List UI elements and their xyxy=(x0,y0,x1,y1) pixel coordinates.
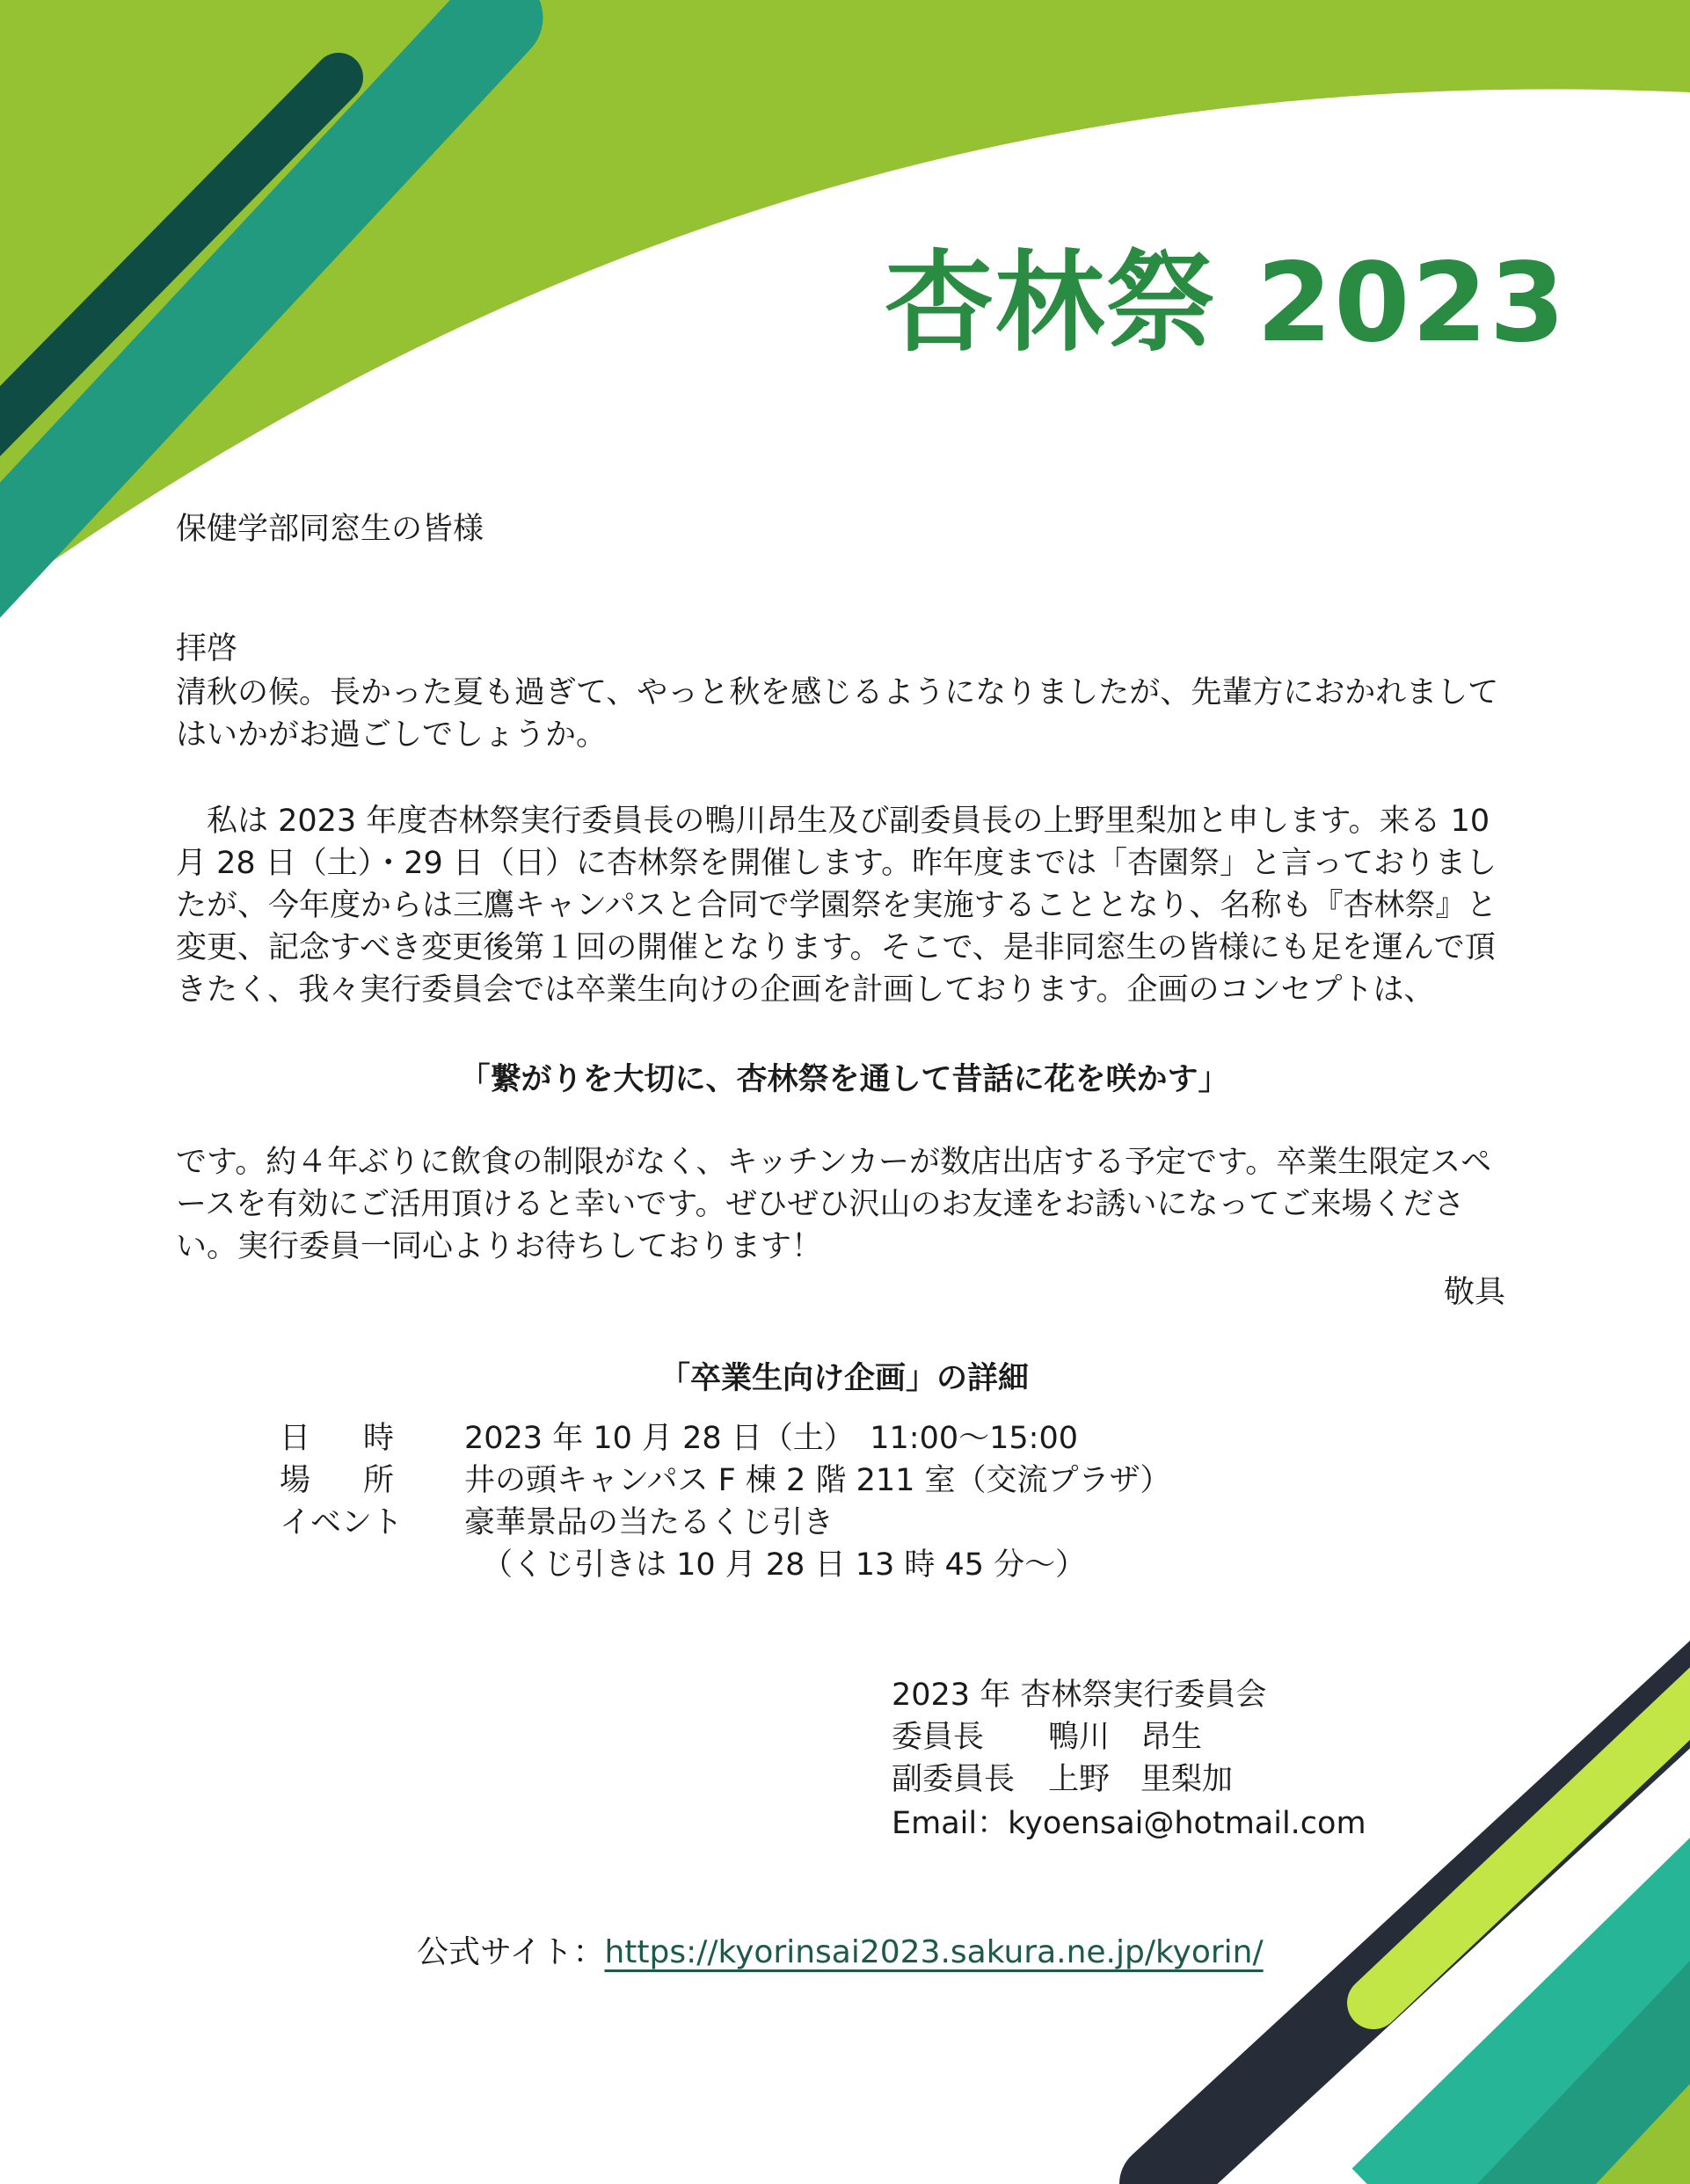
detail-label: イベント xyxy=(280,1505,404,1540)
detail-value: 豪華景品の当たるくじ引き xyxy=(464,1505,834,1540)
detail-row-datetime xyxy=(280,1414,1078,1458)
main-paragraph: 私は 2023 年度杏林祭実行委員長の鴨川昂生及び副委員長の上野里梨加と申します。来る 10 月 28 日（土）・29 日（日）に杏林祭を開催します。昨年度までは「杏園祭」と言っておりましたが、今年度からは三鷹キャンパスと合同で学園祭を実施することとなり、名称も『杏林祭』と変更、記念すべき変更後第１回の開催となります。そこで、是非同窓生の皆様にも足を運んで頂きたく、我々実行委員会では卒業生向けの企画を計画しております。企画のコンセプトは、 xyxy=(176,804,1497,1008)
details-heading: 「卒業生向け企画」の詳細 xyxy=(659,1361,1029,1396)
signature-org: 2023 年 杏林祭実行委員会 xyxy=(892,1678,1267,1713)
detail-label: 場所 xyxy=(280,1463,448,1498)
chair-name: 鴨川 昂生 xyxy=(1048,1720,1203,1755)
closing-word: 敬具 xyxy=(1443,1275,1505,1310)
signature-vice xyxy=(892,1755,1233,1799)
detail-note: （くじ引きは 10 月 28 日 13 時 45 分〜） xyxy=(482,1547,1087,1583)
page-title: 杏林祭 2023 xyxy=(884,240,1567,367)
salutation: 拝啓 xyxy=(176,631,238,666)
official-site xyxy=(417,1927,1264,1972)
site-label: 公式サイト： xyxy=(417,1934,605,1970)
concept-statement: 「繋がりを大切に、杏林祭を通して昔話に花を咲かす」 xyxy=(459,1062,1229,1097)
site-link[interactable]: https://kyorinsai2023.sakura.ne.jp/kyorin/ xyxy=(604,1934,1264,1970)
greeting-paragraph: 清秋の候。長かった夏も過ぎて、やっと秋を感じるようになりましたが、先輩方におかれましてはいかがお過ごしでしょうか。 xyxy=(176,675,1499,753)
detail-label: 日時 xyxy=(280,1421,448,1456)
closing-paragraph: です。約４年ぶりに飲食の制限がなく、キッチンカーが数店出店する予定です。卒業生限定スペースを有効にご活用頂けると幸いです。ぜひぜひ沢山のお友達をお誘いになってご来場ください。実行委員一同心よりお待ちしております！ xyxy=(176,1145,1492,1264)
detail-row-place xyxy=(280,1456,1171,1500)
vice-label: 副委員長 xyxy=(892,1762,1016,1797)
vice-name: 上野 里梨加 xyxy=(1048,1762,1234,1797)
chair-label: 委員長 xyxy=(892,1720,985,1755)
detail-value: 2023 年 10 月 28 日（土） 11:00〜15:00 xyxy=(464,1421,1079,1456)
signature-email: Email：kyoensai@hotmail.com xyxy=(892,1806,1366,1841)
detail-row-event xyxy=(280,1498,834,1542)
detail-value: 井の頭キャンパス F 棟 2 階 211 室（交流プラザ） xyxy=(464,1463,1171,1498)
signature-chair xyxy=(892,1713,1202,1757)
addressee: 保健学部同窓生の皆様 xyxy=(176,512,484,547)
